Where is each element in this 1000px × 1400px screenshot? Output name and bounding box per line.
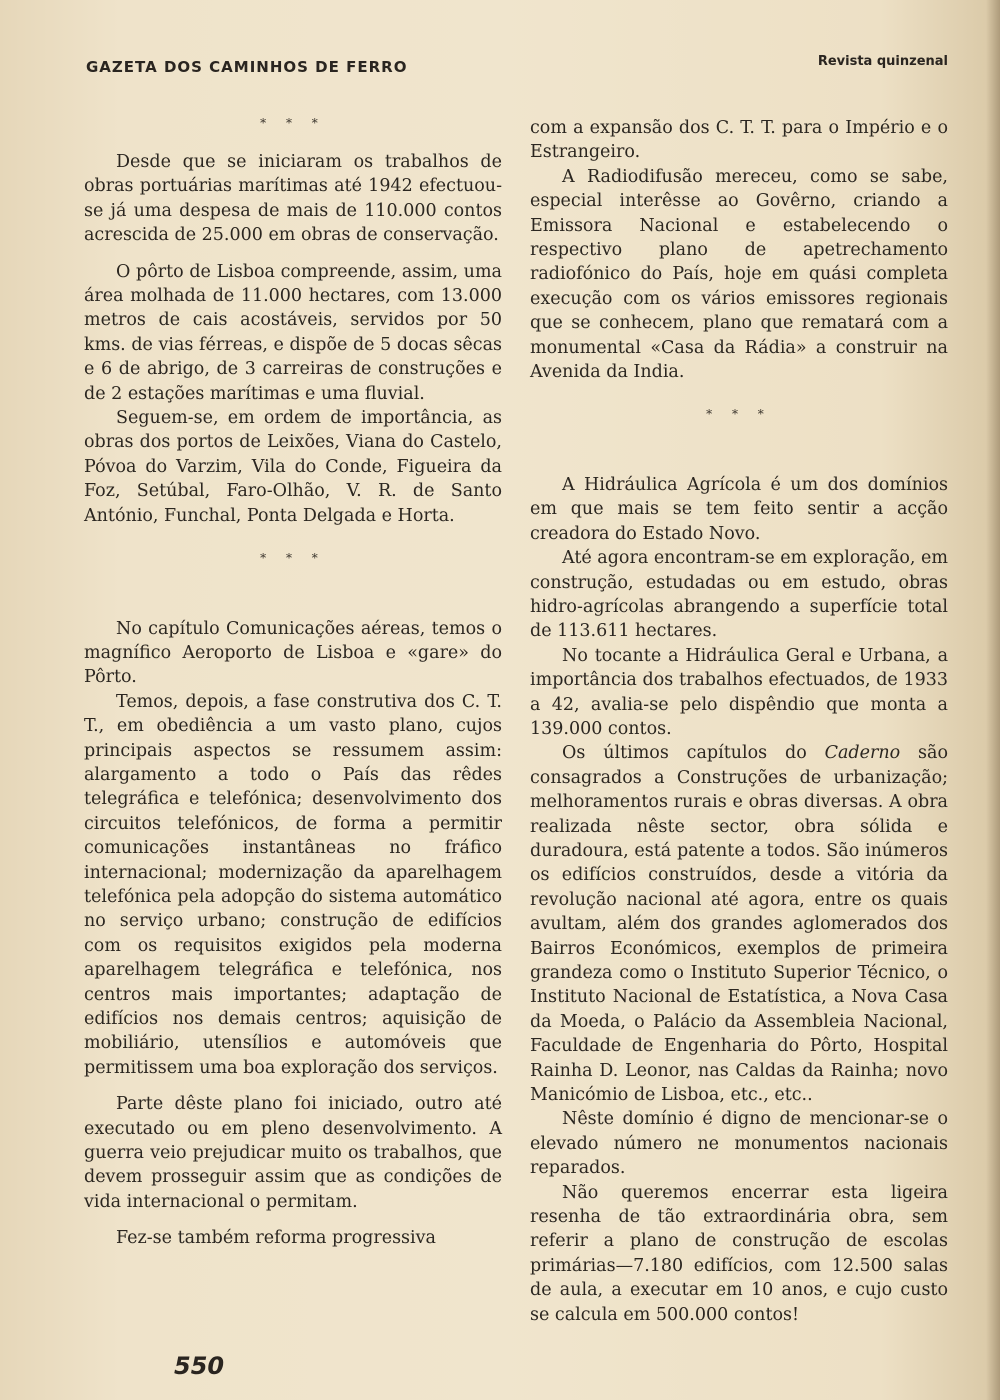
page-number: 550: [174, 1352, 225, 1380]
section-separator: * * *: [260, 116, 326, 130]
running-header-subtitle: Revista quinzenal: [817, 54, 948, 69]
paragraph-text: Os últimos capítulos do: [562, 743, 825, 764]
right-column: [530, 116, 948, 1327]
section-separator: * * *: [706, 407, 772, 422]
italic-title: Caderno: [824, 743, 901, 764]
running-header-title: GAZETA DOS CAMINHOS DE FERRO: [86, 58, 408, 76]
paragraph: Parte dêste plano foi iniciado, outro até executado ou em pleno desenvolvimento. A guerra veio prejudicar muito os trabalhos, que devem prosseguir assim que as condições de vida internacional o permitam.: [84, 1094, 502, 1212]
paragraph: Fez-se também reforma progressiva: [116, 1228, 436, 1249]
paragraph: A Radiodifusão mereceu, como se sabe, especial interêsse ao Govêrno, criando a Emissora Nacional e estabelecendo o respectivo plano de apetrechamento radiofónico do País, hoje em quási completa execução com os vários emissores regionais que se conhecem, plano que rematará com a monumental «Casa da Rádia» a construir na Avenida da India.: [530, 166, 948, 383]
left-column: [84, 150, 502, 1251]
page-edge-shadow: [986, 0, 1000, 1400]
paragraph: [530, 741, 948, 1107]
paragraph: Seguem-se, em ordem de importância, as obras dos portos de Leixões, Viana do Castelo, Póvoa do Varzim, Vila do Conde, Figueira da Foz, Setúbal, Faro-Olhão, V. R. de Santo António, Funchal, Ponta Delgada e Horta.: [84, 408, 502, 526]
paragraph-text: são consagrados a Construções de urbanização; melhoramentos rurais e obras diversas. A obra realizada nêste sector, obra sólida e duradoura, está patente a todos. São inúmeros os edifícios construídos, desde a vitória da revolução nacional até agora, entre os quais avultam, além dos grandes aglomerados dos Bairros Económicos, exemplos de primeira grandeza como o Instituto Superior Técnico, o Instituto Nacional de Estatística, a Nova Casa da Moeda, o Palácio da Assembleia Nacional, Faculdade de Engenharia do Pôrto, Hospital Rainha D. Leonor, nas Caldas da Rainha; novo Manicómio de Lisboa, etc., etc..: [530, 743, 948, 1106]
paragraph: Desde que se iniciaram os trabalhos de obras portuárias marítimas até 1942 efectuou-se já uma despesa de mais de 110.000 contos acrescida de 25.000 em obras de conservação.: [84, 152, 502, 246]
section-separator: * * *: [260, 551, 326, 566]
paragraph: Até agora encontram-se em exploração, em construção, estudadas ou em estudo, obras hidro-agrícolas abrangendo a superfície total de 113.611 hectares.: [530, 548, 949, 642]
paragraph: Não queremos encerrar esta ligeira resenha de tão extraordinária obra, sem referir a plano de construção de escolas primárias—7.180 edifícios, com 12.500 salas de aula, a executar em 10 anos, e cujo custo se calcula em 500.000 contos!: [530, 1182, 948, 1325]
paragraph: No tocante a Hidráulica Geral e Urbana, a importância dos trabalhos efectuados, de 1933 a 42, avalia-se pelo dispêndio que monta a 139.000 contos.: [530, 645, 948, 739]
paragraph: A Hidráulica Agrícola é um dos domínios em que mais se tem feito sentir a acção creadora do Estado Novo.: [530, 474, 948, 544]
paragraph: Temos, depois, a fase construtiva dos C. T. T., em obediência a um vasto plano, cujos principais aspectos se ressumem assim: alargamento a todo o País das rêdes telegráfica e telefónica; desenvolvimento dos circuitos telefónicos, de forma a permitir comunicações instantâneas no fráfico internacional; modernização da aparelhagem telefónica pela adopção do sistema automático no serviço urbano; construção de edifícios com os requisitos exigidos pela moderna aparelhagem telegráfica e telefónica, nos centros mais importantes; adaptação de edifícios nos demais centros; aquisição de mobiliário, utensílios e automóveis que permitissem uma boa exploração dos serviços.: [84, 691, 502, 1078]
paragraph: O pôrto de Lisboa compreende, assim, uma área molhada de 11.000 hectares, com 13.000 metros de cais acostáveis, servidos por 50 kms. de vias férreas, e dispõe de 5 docas sêcas e 6 de abrigo, de 3 carreiras de construções e de 2 estações marítimas e uma fluvial.: [84, 261, 502, 404]
paragraph: com a expansão dos C. T. T. para o Império e o Estrangeiro.: [530, 118, 948, 163]
paragraph: Nêste domínio é digno de mencionar-se o elevado número ne monumentos nacionais reparados.: [530, 1109, 948, 1179]
paragraph: No capítulo Comunicações aéreas, temos o magnífico Aeroporto de Lisboa e «gare» do Pôrto.: [84, 618, 502, 688]
